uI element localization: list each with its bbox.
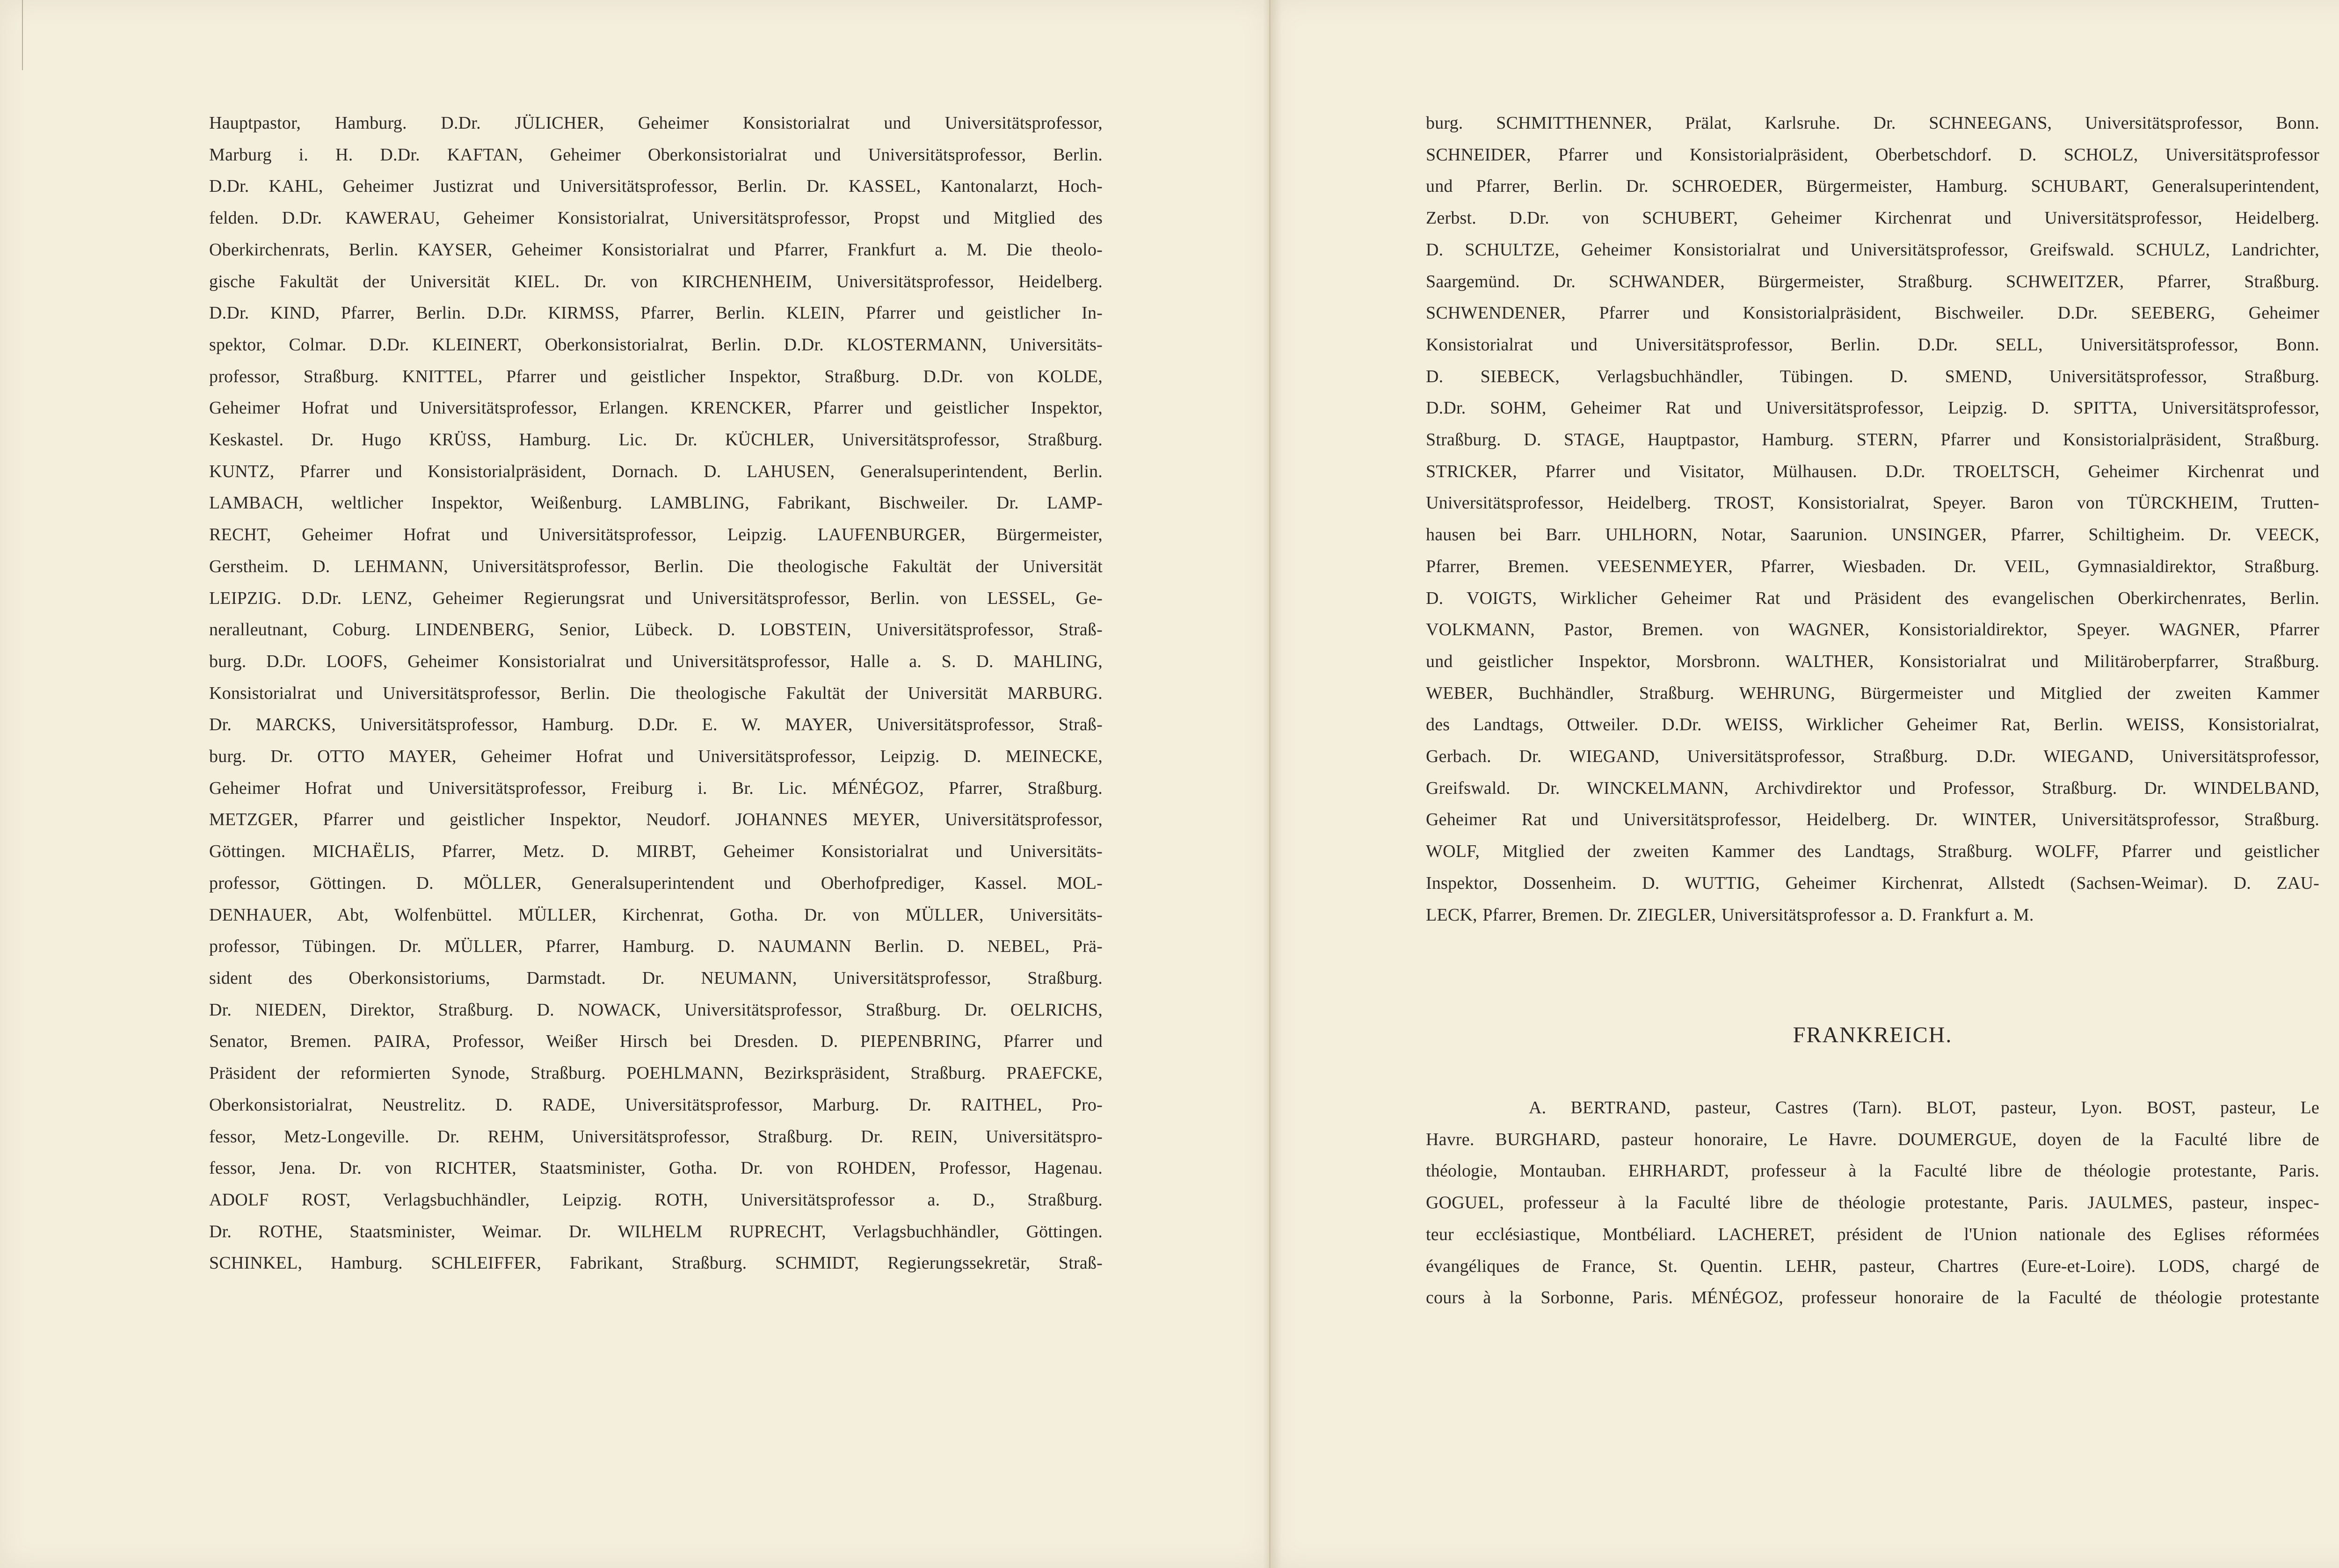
text-line: burg. SCHMITTHENNER, Prälat, Karlsruhe. Dr. SCHNEEGANS, Universitätsprofessor, Bonn. [1426, 113, 2319, 133]
text-line: VOLKMANN, Pastor, Bremen. von WAGNER, Konsistorialdirektor, Speyer. WAGNER, Pfarrer [1426, 620, 2319, 640]
text-line: Geheimer Rat und Universitätsprofessor, Heidelberg. Dr. WINTER, Universitätsprofessor, Straßburg. [1426, 810, 2319, 830]
text-line: professor, Tübingen. Dr. MÜLLER, Pfarrer, Hamburg. D. NAUMANN Berlin. D. NEBEL, Prä- [209, 936, 1103, 957]
text-line: Inspektor, Dossenheim. D. WUTTIG, Geheimer Kirchenrat, Allstedt (Sachsen-Weimar). D. ZAU- [1426, 873, 2319, 893]
text-line: WEBER, Buchhändler, Straßburg. WEHRUNG, Bürgermeister und Mitglied der zweiten Kammer [1426, 683, 2319, 703]
text-line: des Landtags, Ottweiler. D.Dr. WEISS, Wirklicher Geheimer Rat, Berlin. WEISS, Konsistorialrat, [1426, 715, 2319, 735]
text-line: Havre. BURGHARD, pasteur honoraire, Le Havre. DOUMERGUE, doyen de la Faculté libre de [1426, 1129, 2319, 1149]
text-line: D. SCHULTZE, Geheimer Konsistorialrat und Universitätsprofessor, Greifswald. SCHULZ, Landrichter, [1426, 240, 2319, 260]
text-line: Geheimer Hofrat und Universitätsprofessor, Erlangen. KRENCKER, Pfarrer und geistlicher Inspektor, [209, 398, 1103, 418]
text-line: GOGUEL, professeur à la Faculté libre de théologie protestante, Paris. JAULMES, pasteur, inspec- [1426, 1193, 2319, 1213]
text-line: spektor, Colmar. D.Dr. KLEINERT, Oberkonsistorialrat, Berlin. D.Dr. KLOSTERMANN, Universitäts- [209, 334, 1103, 355]
text-line: professor, Straßburg. KNITTEL, Pfarrer und geistlicher Inspektor, Straßburg. D.Dr. von KOLDE, [209, 366, 1103, 386]
text-line: D. SIEBECK, Verlagsbuchhändler, Tübingen. D. SMEND, Universitätsprofessor, Straßburg. [1426, 366, 2319, 386]
text-line: hausen bei Barr. UHLHORN, Notar, Saarunion. UNSINGER, Pfarrer, Schiltigheim. Dr. VEECK, [1426, 525, 2319, 545]
text-line: Gerstheim. D. LEHMANN, Universitätsprofessor, Berlin. Die theologische Fakultät der Universität [209, 556, 1103, 576]
text-line: gische Fakultät der Universität KIEL. Dr. von KIRCHENHEIM, Universitätsprofessor, Heidelberg. [209, 271, 1103, 291]
text-line: SCHINKEL, Hamburg. SCHLEIFFER, Fabrikant, Straßburg. SCHMIDT, Regierungssekretär, Straß- [209, 1253, 1103, 1273]
text-line: Konsistorialrat und Universitätsprofessor, Berlin. Die theologische Fakultät der Universität MARBURG. [209, 683, 1103, 703]
text-line: fessor, Jena. Dr. von RICHTER, Staatsminister, Gotha. Dr. von ROHDEN, Professor, Hagenau. [209, 1158, 1103, 1178]
text-line: LAMBACH, weltlicher Inspektor, Weißenburg. LAMBLING, Fabrikant, Bischweiler. Dr. LAMP- [209, 493, 1103, 513]
text-line: Gerbach. Dr. WIEGAND, Universitätsprofessor, Straßburg. D.Dr. WIEGAND, Universitätsprofessor, [1426, 747, 2319, 767]
text-line: théologie, Montauban. EHRHARDT, professeur à la Faculté libre de théologie protestante, Paris. [1426, 1161, 2319, 1181]
text-line: Dr. NIEDEN, Direktor, Straßburg. D. NOWACK, Universitätsprofessor, Straßburg. Dr. OELRICHS, [209, 1000, 1103, 1020]
text-line: Präsident der reformierten Synode, Straßburg. POEHLMANN, Bezirkspräsident, Straßburg. PRAEFCKE, [209, 1063, 1103, 1083]
frankreich-text-column [1426, 1092, 2319, 1314]
text-line: STRICKER, Pfarrer und Visitator, Mülhausen. D.Dr. TROELTSCH, Geheimer Kirchenrat und [1426, 461, 2319, 481]
text-line: Geheimer Hofrat und Universitätsprofessor, Freiburg i. Br. Lic. MÉNÉGOZ, Pfarrer, Straßburg. [209, 778, 1103, 798]
text-line: ADOLF ROST, Verlagsbuchhändler, Leipzig. ROTH, Universitätsprofessor a. D., Straßburg. [209, 1190, 1103, 1210]
text-line: professor, Göttingen. D. MÖLLER, Generalsuperintendent und Oberhofprediger, Kassel. MOL- [209, 873, 1103, 893]
text-line: Keskastel. Dr. Hugo KRÜSS, Hamburg. Lic. Dr. KÜCHLER, Universitätsprofessor, Straßburg. [209, 430, 1103, 450]
text-line: WOLF, Mitglied der zweiten Kammer des Landtags, Straßburg. WOLFF, Pfarrer und geistlicher [1426, 842, 2319, 862]
text-line: Oberkonsistorialrat, Neustrelitz. D. RADE, Universitätsprofessor, Marburg. Dr. RAITHEL, Pro- [209, 1095, 1103, 1115]
text-line: D.Dr. KIND, Pfarrer, Berlin. D.Dr. KIRMSS, Pfarrer, Berlin. KLEIN, Pfarrer und geistlicher In- [209, 303, 1103, 323]
center-fold [1263, 0, 1282, 1568]
section-heading-frankreich: FRANKREICH. [1793, 1023, 1953, 1047]
text-line: felden. D.Dr. KAWERAU, Geheimer Konsistorialrat, Universitätsprofessor, Propst und Mitglied des [209, 208, 1103, 228]
text-line: A. BERTRAND, pasteur, Castres (Tarn). BLOT, pasteur, Lyon. BOST, pasteur, Le [1529, 1098, 2319, 1118]
text-line: neralleutnant, Coburg. LINDENBERG, Senior, Lübeck. D. LOBSTEIN, Universitätsprofessor, Straß- [209, 620, 1103, 640]
text-line: fessor, Metz-Longeville. Dr. REHM, Universitätsprofessor, Straßburg. Dr. REIN, Universitätspro- [209, 1126, 1103, 1147]
text-line: Senator, Bremen. PAIRA, Professor, Weißer Hirsch bei Dresden. D. PIEPENBRING, Pfarrer und [209, 1031, 1103, 1052]
right-text-column [1426, 108, 2319, 931]
text-line: Konsistorialrat und Universitätsprofessor, Berlin. D.Dr. SELL, Universitätsprofessor, Bonn. [1426, 334, 2319, 355]
text-line: Dr. MARCKS, Universitätsprofessor, Hamburg. D.Dr. E. W. MAYER, Universitätsprofessor, Straß- [209, 715, 1103, 735]
text-line: und geistlicher Inspektor, Morsbronn. WALTHER, Konsistorialrat und Militäroberpfarrer, Straßburg. [1426, 651, 2319, 671]
text-line: D.Dr. SOHM, Geheimer Rat und Universitätsprofessor, Leipzig. D. SPITTA, Universitätsprofessor, [1426, 398, 2319, 418]
text-line: LECK, Pfarrer, Bremen. Dr. ZIEGLER, Universitätsprofessor a. D. Frankfurt a. M. [1426, 905, 2034, 925]
text-line: Oberkirchenrats, Berlin. KAYSER, Geheimer Konsistorialrat und Pfarrer, Frankfurt a. M. Die theolo- [209, 240, 1103, 260]
text-line: RECHT, Geheimer Hofrat und Universitätsprofessor, Leipzig. LAUFENBURGER, Bürgermeister, [209, 525, 1103, 545]
text-line: évangéliques de France, St. Quentin. LEHR, pasteur, Chartres (Eure-et-Loire). LODS, chargé de [1426, 1256, 2319, 1276]
text-line: sident des Oberkonsistoriums, Darmstadt. Dr. NEUMANN, Universitätsprofessor, Straßburg. [209, 968, 1103, 988]
margin-mark-left [22, 0, 23, 70]
text-line: und Pfarrer, Berlin. Dr. SCHROEDER, Bürgermeister, Hamburg. SCHUBART, Generalsuperintendent, [1426, 176, 2319, 196]
text-line: Hauptpastor, Hamburg. D.Dr. JÜLICHER, Geheimer Konsistorialrat und Universitätsprofessor, [209, 113, 1103, 133]
text-line: burg. Dr. OTTO MAYER, Geheimer Hofrat und Universitätsprofessor, Leipzig. D. MEINECKE, [209, 747, 1103, 767]
text-line: SCHNEIDER, Pfarrer und Konsistorialpräsident, Oberbetschdorf. D. SCHOLZ, Universitätsprofessor [1426, 145, 2319, 165]
text-line: cours à la Sorbonne, Paris. MÉNÉGOZ, professeur honoraire de la Faculté de théologie protestante [1426, 1288, 2319, 1308]
text-line: D.Dr. KAHL, Geheimer Justizrat und Universitätsprofessor, Berlin. Dr. KASSEL, Kantonalarzt, Hoch- [209, 176, 1103, 196]
text-line: teur ecclésiastique, Montbéliard. LACHERET, président de l'Union nationale des Eglises réformées [1426, 1224, 2319, 1244]
text-line: Göttingen. MICHAËLIS, Pfarrer, Metz. D. MIRBT, Geheimer Konsistorialrat und Universitäts- [209, 842, 1103, 862]
text-line: SCHWENDENER, Pfarrer und Konsistorialpräsident, Bischweiler. D.Dr. SEEBERG, Geheimer [1426, 303, 2319, 323]
text-line: Universitätsprofessor, Heidelberg. TROST, Konsistorialrat, Speyer. Baron von TÜRCKHEIM, Trutten- [1426, 493, 2319, 513]
text-line: Straßburg. D. STAGE, Hauptpastor, Hamburg. STERN, Pfarrer und Konsistorialpräsident, Straßburg. [1426, 430, 2319, 450]
text-line: KUNTZ, Pfarrer und Konsistorialpräsident, Dornach. D. LAHUSEN, Generalsuperintendent, Berlin. [209, 461, 1103, 481]
text-line: Dr. ROTHE, Staatsminister, Weimar. Dr. WILHELM RUPRECHT, Verlagsbuchhändler, Göttingen. [209, 1221, 1103, 1241]
text-line: Saargemünd. Dr. SCHWANDER, Bürgermeister, Straßburg. SCHWEITZER, Pfarrer, Straßburg. [1426, 271, 2319, 291]
left-text-column [209, 108, 1103, 1279]
text-line: burg. D.Dr. LOOFS, Geheimer Konsistorialrat und Universitätsprofessor, Halle a. S. D. MAHLING, [209, 651, 1103, 671]
text-line: METZGER, Pfarrer und geistlicher Inspektor, Neudorf. JOHANNES MEYER, Universitätsprofessor, [209, 810, 1103, 830]
text-line: Marburg i. H. D.Dr. KAFTAN, Geheimer Oberkonsistorialrat und Universitätsprofessor, Berlin. [209, 145, 1103, 165]
text-line: D. VOIGTS, Wirklicher Geheimer Rat und Präsident des evangelischen Oberkirchenrates, Berlin. [1426, 588, 2319, 608]
text-line: LEIPZIG. D.Dr. LENZ, Geheimer Regierungsrat und Universitätsprofessor, Berlin. von LESSEL, Ge- [209, 588, 1103, 608]
text-line: Zerbst. D.Dr. von SCHUBERT, Geheimer Kirchenrat und Universitätsprofessor, Heidelberg. [1426, 208, 2319, 228]
text-line: Pfarrer, Bremen. VEESENMEYER, Pfarrer, Wiesbaden. Dr. VEIL, Gymnasialdirektor, Straßburg. [1426, 556, 2319, 576]
text-line: Greifswald. Dr. WINCKELMANN, Archivdirektor und Professor, Straßburg. Dr. WINDELBAND, [1426, 778, 2319, 798]
text-line: DENHAUER, Abt, Wolfenbüttel. MÜLLER, Kirchenrat, Gotha. Dr. von MÜLLER, Universitäts- [209, 905, 1103, 925]
